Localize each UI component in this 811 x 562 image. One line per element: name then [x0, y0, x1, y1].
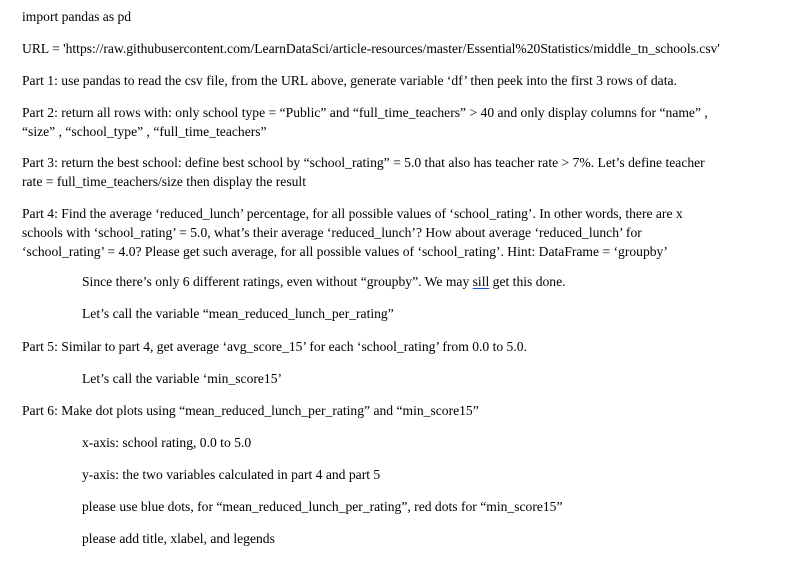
part2-line1: Part 2: return all rows with: only school type = “Public” and “full_time_teachers” > 40 and only display columns for “name” ,: [22, 105, 708, 120]
part4-note1-after: get this done.: [489, 274, 566, 289]
part4-line3: ‘school_rating’ = 4.0? Please get such average, for all possible values of ‘school_rating’. Hint: DataFrame = ‘groupby’: [22, 244, 668, 259]
url-line: URL = 'https://raw.githubusercontent.com/LearnDataSci/article-resources/master/Essential%20Statistics/middle_tn_schools.csv': [22, 41, 720, 56]
import-line: import pandas as pd: [22, 9, 132, 24]
part5-line1: Part 5: Similar to part 4, get average ‘avg_score_15’ for each ‘school_rating’ from 0.0 to 5.0.: [22, 339, 527, 354]
part4-note1: [82, 272, 566, 291]
part6-xaxis: x-axis: school rating, 0.0 to 5.0: [82, 435, 252, 450]
misspelled-word[interactable]: sill: [472, 274, 490, 289]
part4-line1: Part 4: Find the average ‘reduced_lunch’ percentage, for all possible values of ‘school_rating’. In other words, there are x: [22, 206, 683, 221]
part4-line2: schools with ‘school_rating’ = 5.0, what’s their average ‘reduced_lunch’? How about average ‘reduced_lunch’ for: [22, 225, 642, 240]
part4-note1-before: Since there’s only 6 different ratings, even without “groupby”. We may: [82, 274, 473, 289]
part1-text: Part 1: use pandas to read the csv file, from the URL above, generate variable ‘df’ then peek into the first 3 rows of data.: [22, 73, 677, 88]
part2-line2: “size” , “school_type” , “full_time_teachers”: [22, 124, 267, 139]
part6-line1: Part 6: Make dot plots using “mean_reduced_lunch_per_rating” and “min_score15”: [22, 403, 479, 418]
part4-note2: Let’s call the variable “mean_reduced_lunch_per_rating”: [82, 306, 394, 321]
part6-yaxis: y-axis: the two variables calculated in part 4 and part 5: [82, 467, 381, 482]
part3-line1: Part 3: return the best school: define best school by “school_rating” = 5.0 that also has teacher rate > 7%. Let’s define teacher: [22, 155, 705, 170]
part3-line2: rate = full_time_teachers/size then display the result: [22, 174, 306, 189]
part5-note1: Let’s call the variable ‘min_score15’: [82, 371, 283, 386]
part6-colors: please use blue dots, for “mean_reduced_lunch_per_rating”, red dots for “min_score15”: [82, 499, 563, 514]
part6-labels: please add title, xlabel, and legends: [82, 531, 275, 546]
